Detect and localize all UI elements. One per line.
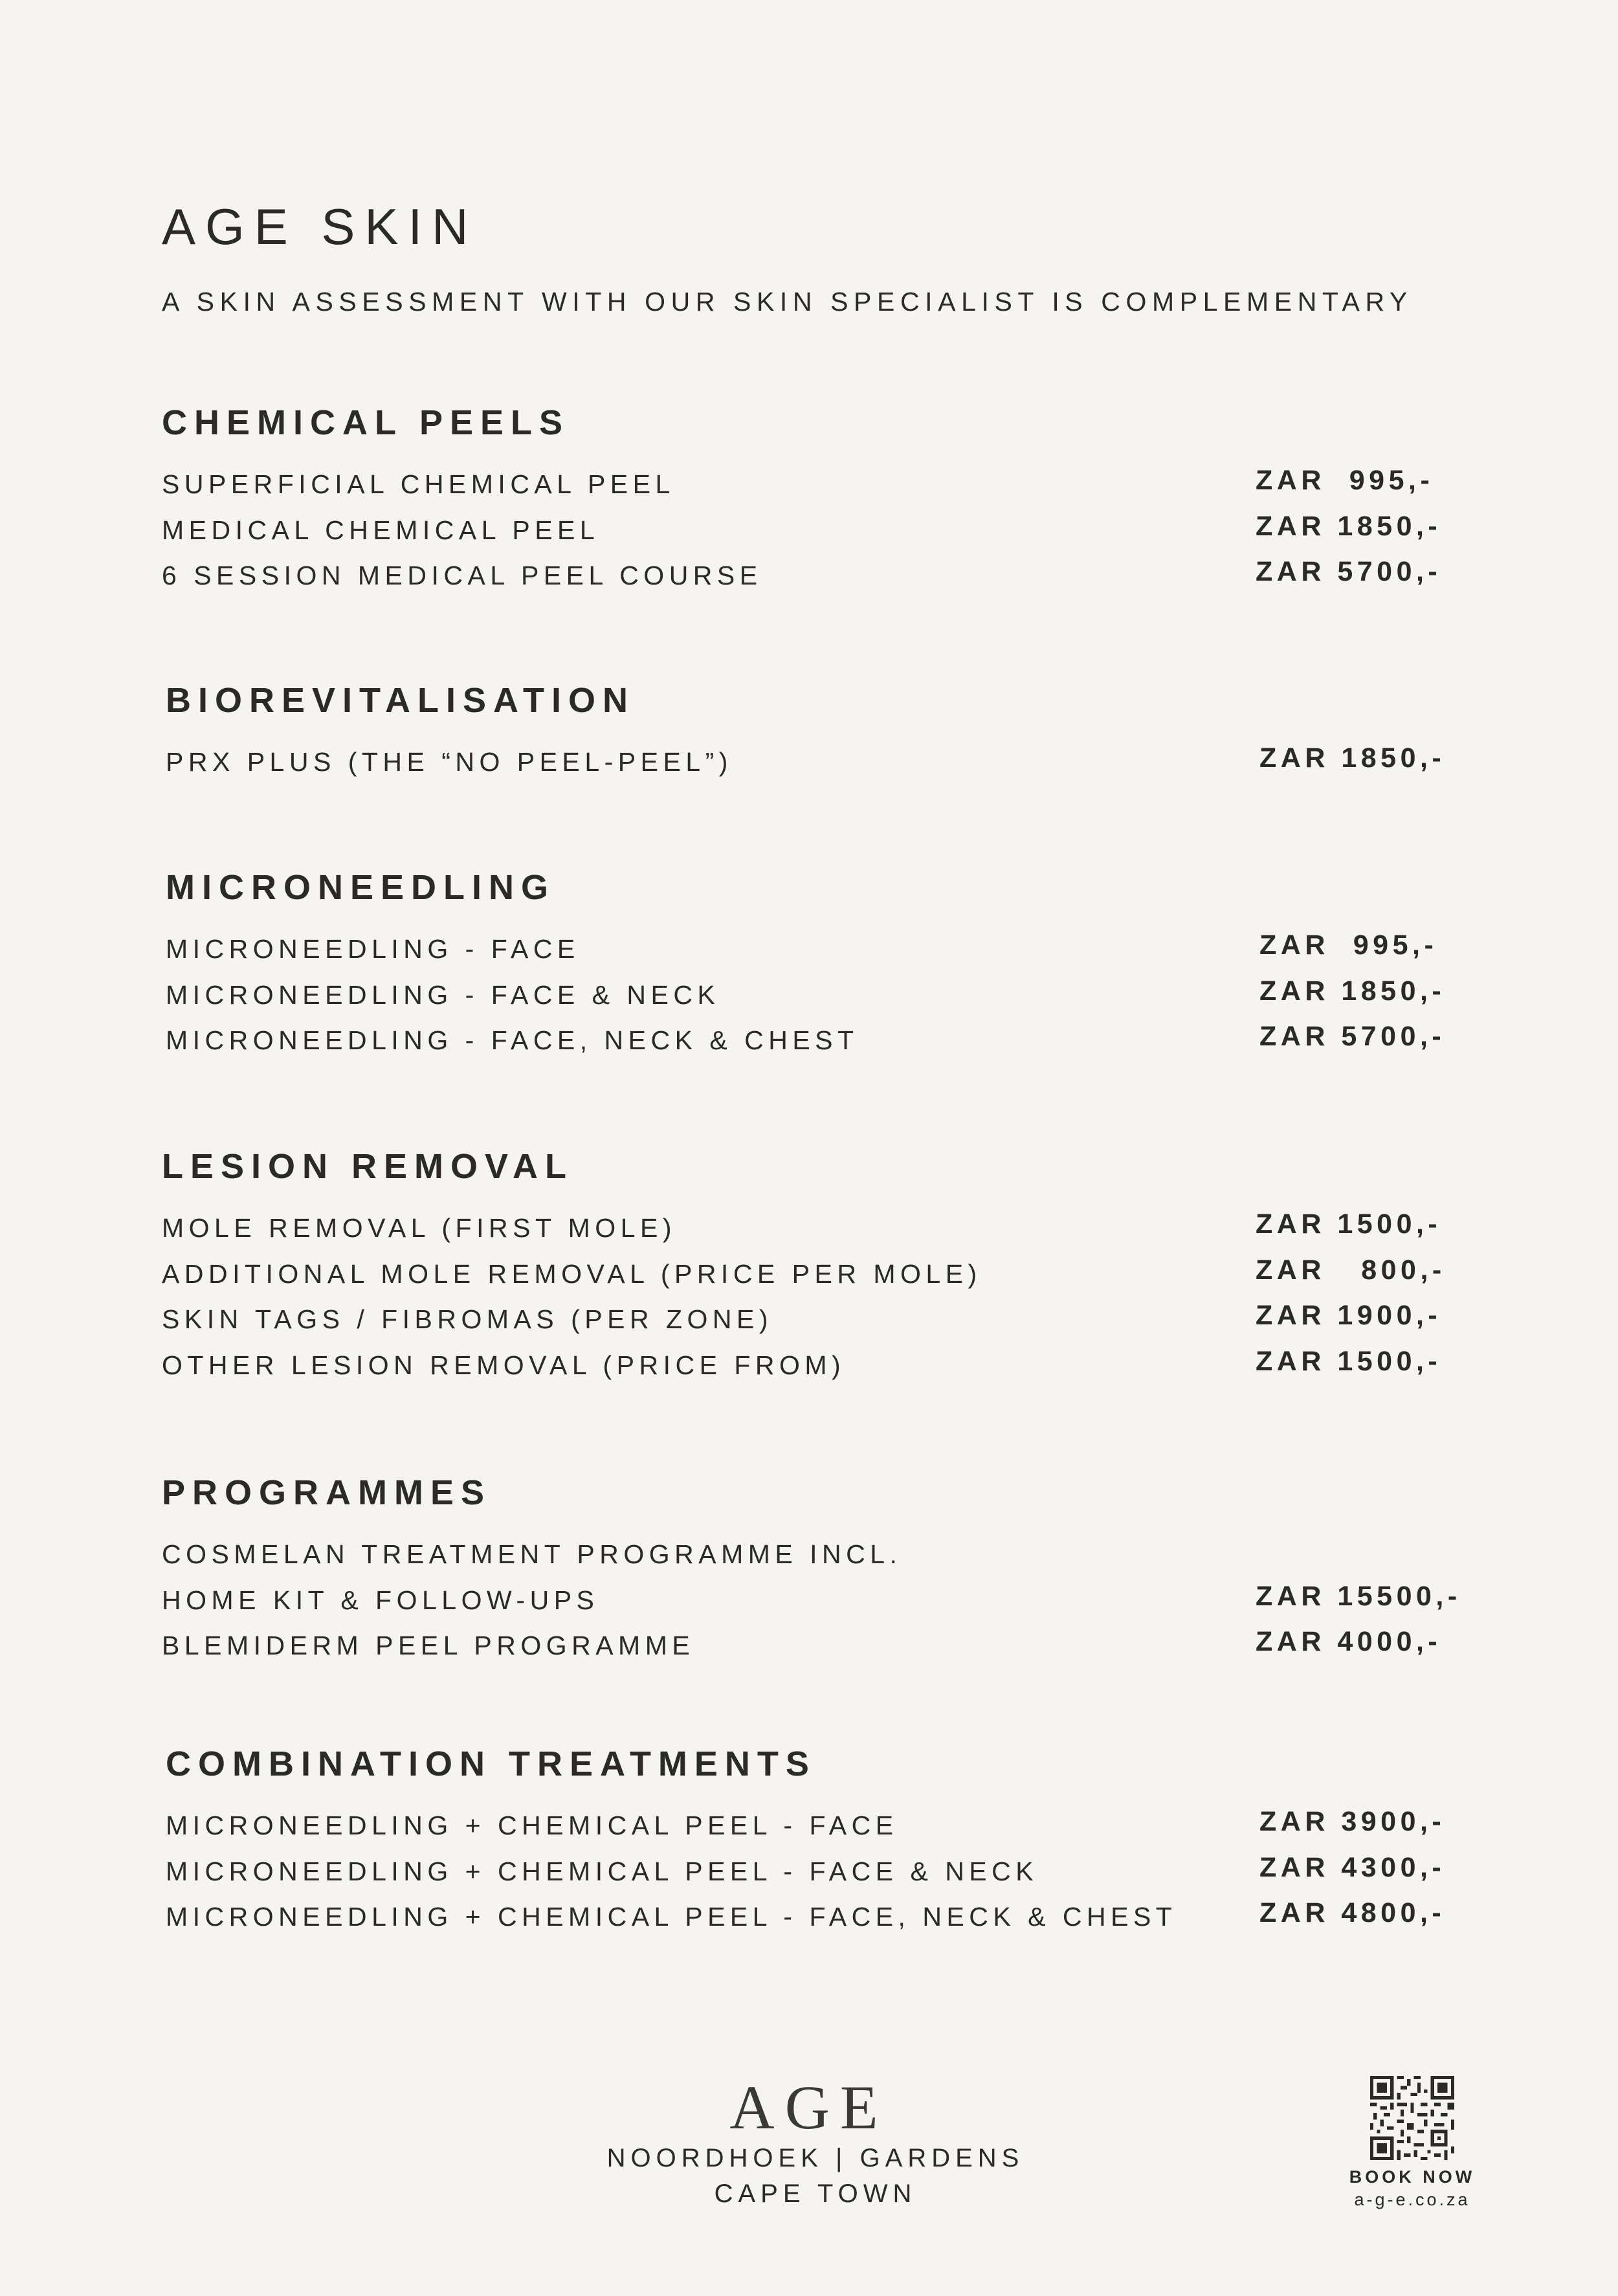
- treatment-price: ZAR 800,-: [1256, 1254, 1446, 1286]
- section-heading: CHEMICAL PEELS: [162, 403, 570, 442]
- footer-city: CAPE TOWN: [714, 2179, 917, 2208]
- price-row: [166, 739, 1460, 785]
- section-biorevitalisation: [166, 681, 1460, 785]
- treatment-name: MICRONEEDLING - FACE, NECK & CHEST: [166, 1025, 859, 1055]
- footer-locations: NOORDHOEK | GARDENS: [606, 2144, 1025, 2172]
- section-heading: LESION REMOVAL: [162, 1147, 574, 1186]
- price-row: [166, 1894, 1460, 1940]
- treatment-name: MOLE REMOVAL (FIRST MOLE): [162, 1213, 676, 1243]
- price-row: [162, 1532, 1456, 1577]
- treatment-name: MICRONEEDLING + CHEMICAL PEEL - FACE, NECK & CHEST: [166, 1902, 1177, 1932]
- section-heading: MICRONEEDLING: [166, 868, 555, 907]
- treatment-name: SUPERFICIAL CHEMICAL PEEL: [162, 469, 675, 499]
- section-programmes: [162, 1473, 1461, 1669]
- section-chemical-peels: [162, 403, 1456, 599]
- treatment-name: MICRONEEDLING + CHEMICAL PEEL - FACE & NECK: [166, 1856, 1039, 1886]
- section-combination-treatments: [166, 1744, 1460, 1940]
- price-row: [162, 1623, 1456, 1669]
- treatment-name: MICRONEEDLING - FACE & NECK: [166, 979, 720, 1010]
- price-row: [162, 553, 1456, 599]
- section-lesion-removal: [162, 1147, 1456, 1388]
- treatment-price: ZAR 1850,-: [1259, 742, 1446, 774]
- treatment-name: BLEMIDERM PEEL PROGRAMME: [162, 1631, 695, 1660]
- section-heading: PROGRAMMES: [162, 1473, 492, 1512]
- price-row: [162, 462, 1456, 507]
- treatment-price: ZAR 4800,-: [1259, 1897, 1446, 1928]
- website-link[interactable]: a-g-e.co.za: [1354, 2190, 1470, 2209]
- treatment-price: ZAR 1850,-: [1259, 975, 1446, 1007]
- treatment-price: ZAR 4300,-: [1259, 1851, 1446, 1883]
- treatment-name: MEDICAL CHEMICAL PEEL: [162, 515, 600, 545]
- price-row: [162, 1577, 1461, 1623]
- treatment-name: MICRONEEDLING - FACE: [166, 934, 580, 964]
- treatment-price: ZAR 5700,-: [1259, 1021, 1446, 1052]
- treatment-price: ZAR 1900,-: [1256, 1300, 1442, 1331]
- page-subtitle: A SKIN ASSESSMENT WITH OUR SKIN SPECIALIST IS COMPLEMENTARY: [162, 287, 1413, 317]
- treatment-name: MICRONEEDLING + CHEMICAL PEEL - FACE: [166, 1811, 898, 1840]
- treatment-price: ZAR 1850,-: [1256, 510, 1442, 542]
- treatment-name: SKIN TAGS / FIBROMAS (PER ZONE): [162, 1304, 773, 1334]
- treatment-price: ZAR 4000,-: [1256, 1626, 1442, 1657]
- price-row: [162, 1297, 1456, 1343]
- price-row: [162, 507, 1456, 553]
- brand-logo: AGE: [729, 2073, 889, 2142]
- treatment-name: ADDITIONAL MOLE REMOVAL (PRICE PER MOLE): [162, 1258, 982, 1289]
- price-row: [162, 1343, 1456, 1388]
- book-now-label: BOOK NOW: [1349, 2167, 1476, 2187]
- treatment-price: ZAR 15500,-: [1256, 1580, 1461, 1612]
- treatment-name: 6 SESSION MEDICAL PEEL COURSE: [162, 561, 762, 590]
- treatment-name: OTHER LESION REMOVAL (PRICE FROM): [162, 1350, 846, 1380]
- price-row: [166, 1849, 1460, 1895]
- price-row: [166, 1018, 1460, 1064]
- page-title: AGE SKIN: [162, 198, 478, 255]
- treatment-price: ZAR 1500,-: [1256, 1345, 1442, 1377]
- section-heading: COMBINATION TREATMENTS: [166, 1744, 816, 1783]
- price-row: [162, 1251, 1456, 1297]
- treatment-price: ZAR 5700,-: [1256, 556, 1442, 587]
- qr-code-icon[interactable]: [1370, 2076, 1454, 2160]
- treatment-price: ZAR 1500,-: [1256, 1209, 1442, 1240]
- price-row: [166, 1803, 1460, 1849]
- price-row: [166, 926, 1460, 972]
- treatment-price: ZAR 995,-: [1256, 465, 1434, 496]
- section-heading: BIOREVITALISATION: [166, 681, 635, 720]
- price-row: [166, 972, 1460, 1018]
- price-row: [162, 1205, 1456, 1251]
- treatment-price: ZAR 995,-: [1259, 930, 1438, 961]
- treatment-name: PRX PLUS (THE “NO PEEL-PEEL”): [166, 747, 733, 777]
- treatment-name: HOME KIT & FOLLOW-UPS: [162, 1585, 599, 1615]
- section-microneedling: [166, 868, 1460, 1064]
- treatment-name: COSMELAN TREATMENT PROGRAMME INCL.: [162, 1539, 902, 1569]
- treatment-price: ZAR 3900,-: [1259, 1806, 1446, 1837]
